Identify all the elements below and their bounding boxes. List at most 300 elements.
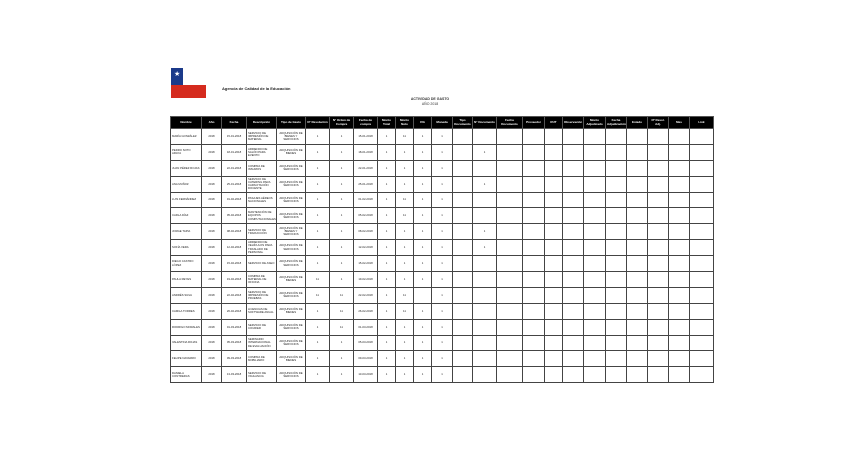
table-cell xyxy=(584,287,606,303)
table-cell: 1 xyxy=(306,224,330,240)
table-cell: 1 xyxy=(473,224,497,240)
table-cell xyxy=(584,144,606,160)
table-cell: COMPRA DE MOBILIARIO xyxy=(247,351,277,367)
table-cell: 1 xyxy=(432,351,453,367)
table-row xyxy=(171,144,714,160)
table-cell: 1 xyxy=(396,319,414,335)
table-cell xyxy=(563,351,584,367)
table-cell: 1 xyxy=(378,272,396,288)
table-cell xyxy=(669,256,690,272)
table-cell xyxy=(545,256,563,272)
table-cell: 01-03-2018 xyxy=(222,319,247,335)
table-cell xyxy=(648,176,669,192)
table-cell xyxy=(690,240,714,256)
table-cell xyxy=(669,144,690,160)
table-cell: MANTENCIÓN DE EQUIPOS COMPUTACIONALES xyxy=(247,208,277,224)
table-cell xyxy=(669,351,690,367)
table-cell xyxy=(563,303,584,319)
table-cell xyxy=(497,176,523,192)
table-cell: 11 xyxy=(330,319,354,335)
table-cell xyxy=(453,160,473,176)
table-cell: 2018 xyxy=(202,272,222,288)
table-cell xyxy=(453,240,473,256)
table-cell xyxy=(669,129,690,145)
table-cell xyxy=(523,272,545,288)
table-cell xyxy=(473,287,497,303)
table-cell xyxy=(523,367,545,383)
table-cell xyxy=(563,256,584,272)
column-header: Monto Neto xyxy=(396,117,414,129)
table-cell: ADQUISICIÓN DE SERVICIOS xyxy=(277,208,306,224)
table-cell xyxy=(414,287,432,303)
table-cell: 01-02-2018 xyxy=(354,192,378,208)
table-cell xyxy=(453,192,473,208)
table-cell: 1 xyxy=(306,240,330,256)
table-cell: ARRIENDO DE VEHÍCULOS PARA TRASLADO DE PERSONAL xyxy=(247,240,277,256)
table-row xyxy=(171,272,714,288)
table-cell: ANDRÉS SILVA xyxy=(171,287,202,303)
table-cell: 1 xyxy=(473,144,497,160)
table-cell xyxy=(606,192,627,208)
table-cell xyxy=(648,224,669,240)
table-cell: 1 xyxy=(414,129,432,145)
table-cell: 1 xyxy=(432,335,453,351)
table-cell: ADQUISICIÓN DE SERVICIOS xyxy=(277,335,306,351)
table-cell xyxy=(473,256,497,272)
document-title: ACTIVIDAD DE GASTO xyxy=(410,97,450,101)
table-cell: SERVICIO DE TRADUCCIÓN xyxy=(247,224,277,240)
table-cell: 2018 xyxy=(202,335,222,351)
table-cell xyxy=(563,335,584,351)
government-logo xyxy=(171,68,206,98)
table-cell: 1 xyxy=(378,240,396,256)
table-cell xyxy=(497,160,523,176)
table-cell: JUAN PÉREZ ROJAS xyxy=(171,160,202,176)
table-cell xyxy=(545,129,563,145)
column-header: Fecha Adjudicación xyxy=(606,117,627,129)
table-cell: 12-02-2018 xyxy=(222,240,247,256)
table-cell: 1 xyxy=(432,144,453,160)
expense-table xyxy=(170,116,714,383)
table-cell: 13-03-2018 xyxy=(222,367,247,383)
table-cell xyxy=(648,208,669,224)
table-cell xyxy=(523,176,545,192)
table-cell: 2018 xyxy=(202,240,222,256)
table-cell: 1 xyxy=(396,351,414,367)
table-cell xyxy=(497,208,523,224)
table-cell: 1 xyxy=(396,256,414,272)
column-header: Fecha Documento xyxy=(497,117,523,129)
table-cell xyxy=(648,129,669,145)
table-cell: 1 xyxy=(432,256,453,272)
table-cell: 1 xyxy=(306,256,330,272)
table-cell: 1 xyxy=(330,144,354,160)
table-cell xyxy=(563,129,584,145)
table-cell xyxy=(606,160,627,176)
table-cell xyxy=(690,129,714,145)
column-header: Fecha de compra xyxy=(354,117,378,129)
table-row xyxy=(171,160,714,176)
table-cell: 1 xyxy=(378,287,396,303)
table-cell: SERVICIO DE CATERING PARA CAPACITACIÓN DOCENTE xyxy=(247,176,277,192)
table-cell: 1 xyxy=(330,129,354,145)
table-cell: 15-01-2018 xyxy=(222,129,247,145)
column-header: Monto Total xyxy=(378,117,396,129)
table-cell: 2018 xyxy=(202,303,222,319)
table-cell: FELIPE NAVARRO xyxy=(171,351,202,367)
table-cell: 1 xyxy=(432,129,453,145)
table-cell xyxy=(627,303,648,319)
table-cell xyxy=(584,192,606,208)
table-cell xyxy=(545,192,563,208)
table-cell: 1 xyxy=(432,287,453,303)
table-cell xyxy=(606,129,627,145)
table-cell: ADQUISICIÓN DE BIENES xyxy=(277,272,306,288)
table-cell: 08-02-2018 xyxy=(222,224,247,240)
table-cell xyxy=(627,144,648,160)
table-cell xyxy=(497,240,523,256)
table-cell xyxy=(627,192,648,208)
table-cell xyxy=(606,303,627,319)
table-cell xyxy=(627,319,648,335)
column-header: IVA xyxy=(414,117,432,129)
table-cell xyxy=(584,208,606,224)
table-cell xyxy=(497,319,523,335)
table-cell: 1 xyxy=(414,192,432,208)
table-cell: 18-01-2018 xyxy=(222,144,247,160)
table-cell: 15-02-2018 xyxy=(354,256,378,272)
table-cell: 11 xyxy=(306,287,330,303)
logo-white-field xyxy=(183,68,206,85)
table-cell xyxy=(453,224,473,240)
table-cell xyxy=(545,351,563,367)
table-cell: SERVICIO DE IMPRESIÓN DE PRUEBAS xyxy=(247,287,277,303)
table-cell: ADQUISICIÓN DE SERVICIOS xyxy=(277,319,306,335)
table-cell xyxy=(690,176,714,192)
table-cell xyxy=(627,272,648,288)
table-cell: 1 xyxy=(432,160,453,176)
table-cell: ARRIENDO DE SALÓN PARA EVENTO xyxy=(247,144,277,160)
table-row xyxy=(171,287,714,303)
table-cell: SERVICIO DE IMPRESIÓN DE MATERIAL xyxy=(247,129,277,145)
table-cell: SOFÍA VERA xyxy=(171,240,202,256)
table-cell xyxy=(563,144,584,160)
table-cell xyxy=(606,144,627,160)
table-cell xyxy=(473,335,497,351)
table-cell xyxy=(606,367,627,383)
table-cell xyxy=(669,208,690,224)
table-cell: 1 xyxy=(330,176,354,192)
table-cell xyxy=(453,256,473,272)
table-cell: 05-03-2018 xyxy=(222,335,247,351)
table-cell xyxy=(453,129,473,145)
table-cell: 1 xyxy=(473,240,497,256)
table-cell: RODRIGO MORALES xyxy=(171,319,202,335)
table-cell xyxy=(473,351,497,367)
table-cell xyxy=(690,224,714,240)
table-cell xyxy=(606,208,627,224)
table-cell: VALENTINA ROJAS xyxy=(171,335,202,351)
table-cell xyxy=(563,208,584,224)
table-cell: 1 xyxy=(396,224,414,240)
table-row xyxy=(171,335,714,351)
table-cell xyxy=(473,192,497,208)
table-cell xyxy=(690,272,714,288)
table-cell: 2018 xyxy=(202,176,222,192)
table-cell: 1 xyxy=(306,208,330,224)
table-cell: 1 xyxy=(414,160,432,176)
logo-blue-field xyxy=(171,68,183,85)
table-cell xyxy=(523,192,545,208)
table-cell xyxy=(497,335,523,351)
table-cell: 1 xyxy=(432,240,453,256)
table-cell: 11 xyxy=(396,192,414,208)
table-cell: 1 xyxy=(330,351,354,367)
table-cell xyxy=(584,224,606,240)
table-cell xyxy=(545,208,563,224)
column-header: N° Orden de Compra xyxy=(330,117,354,129)
table-cell xyxy=(690,319,714,335)
table-cell: 1 xyxy=(414,335,432,351)
table-cell: 25-01-2018 xyxy=(222,176,247,192)
table-cell: 1 xyxy=(396,367,414,383)
column-header: Observación xyxy=(563,117,584,129)
table-cell xyxy=(473,160,497,176)
table-cell xyxy=(453,367,473,383)
table-cell xyxy=(453,208,473,224)
table-cell: 1 xyxy=(306,160,330,176)
table-cell: 2018 xyxy=(202,367,222,383)
table-cell: ADQUISICIÓN DE SERVICIOS xyxy=(277,192,306,208)
table-cell: 1 xyxy=(378,176,396,192)
table-cell xyxy=(606,319,627,335)
table-cell xyxy=(523,319,545,335)
table-cell: PAULA REYES xyxy=(171,272,202,288)
table-cell: 1 xyxy=(432,272,453,288)
table-cell xyxy=(648,240,669,256)
table-cell xyxy=(563,319,584,335)
table-cell: 1 xyxy=(414,367,432,383)
table-cell: 1 xyxy=(414,144,432,160)
table-cell: COMPRA DE INSUMOS xyxy=(247,160,277,176)
table-cell: ADQUISICIÓN DE BIENES Y SERVICIOS xyxy=(277,224,306,240)
column-header: Fecha xyxy=(222,117,247,129)
table-cell: 09-03-2018 xyxy=(222,351,247,367)
table-cell xyxy=(606,351,627,367)
table-cell xyxy=(584,176,606,192)
table-cell xyxy=(453,272,473,288)
table-cell xyxy=(627,208,648,224)
table-cell: 11 xyxy=(396,287,414,303)
table-cell: 1 xyxy=(432,192,453,208)
table-cell: SERVICIO DE VIGILANCIA xyxy=(247,367,277,383)
table-cell: 19-02-2018 xyxy=(354,272,378,288)
table-cell xyxy=(497,287,523,303)
table-cell: 12-02-2018 xyxy=(354,240,378,256)
table-cell xyxy=(669,272,690,288)
table-cell: 1 xyxy=(414,319,432,335)
table-cell: 01-02-2018 xyxy=(222,192,247,208)
table-cell xyxy=(648,192,669,208)
table-cell xyxy=(627,287,648,303)
table-row xyxy=(171,176,714,192)
table-cell xyxy=(453,176,473,192)
table-cell: 1 xyxy=(414,240,432,256)
table-cell xyxy=(545,367,563,383)
table-cell xyxy=(563,160,584,176)
table-cell xyxy=(669,224,690,240)
table-cell xyxy=(690,144,714,160)
table-cell: 11 xyxy=(306,272,330,288)
table-cell: 1 xyxy=(306,129,330,145)
table-row xyxy=(171,351,714,367)
table-cell: 1 xyxy=(432,208,453,224)
table-cell xyxy=(627,256,648,272)
table-cell xyxy=(627,129,648,145)
table-cell: CARLA DÍAZ xyxy=(171,208,202,224)
table-cell: 1 xyxy=(306,303,330,319)
table-cell xyxy=(473,367,497,383)
table-cell: 2018 xyxy=(202,144,222,160)
table-cell xyxy=(584,160,606,176)
table-cell: 1 xyxy=(396,272,414,288)
table-cell xyxy=(523,240,545,256)
table-cell: LUIS FERNÁNDEZ xyxy=(171,192,202,208)
table-cell: SEMINARIO INTERNACIONAL DE EVALUACIÓN xyxy=(247,335,277,351)
table-cell xyxy=(563,240,584,256)
table-cell xyxy=(523,224,545,240)
table-cell: JORGE TAPIA xyxy=(171,224,202,240)
table-cell: 1 xyxy=(330,160,354,176)
table-cell xyxy=(497,367,523,383)
table-cell xyxy=(523,335,545,351)
table-cell: 1 xyxy=(414,208,432,224)
table-cell: 13-03-2018 xyxy=(354,367,378,383)
table-cell: PASAJES AÉREOS NACIONALES xyxy=(247,192,277,208)
table-cell: 1 xyxy=(432,224,453,240)
table-row xyxy=(171,256,714,272)
table-cell xyxy=(563,224,584,240)
table-cell: 1 xyxy=(330,256,354,272)
table-cell: 18-01-2018 xyxy=(354,144,378,160)
table-cell xyxy=(648,367,669,383)
column-header: Descripción xyxy=(247,117,277,129)
table-cell: 1 xyxy=(414,351,432,367)
table-cell xyxy=(584,272,606,288)
table-cell xyxy=(497,192,523,208)
column-header: Proveedor xyxy=(523,117,545,129)
column-header: Tipo Documento xyxy=(453,117,473,129)
table-cell: 1 xyxy=(306,351,330,367)
table-cell xyxy=(627,240,648,256)
table-cell: 11 xyxy=(396,208,414,224)
column-header: Monto Adjudicado xyxy=(584,117,606,129)
table-row xyxy=(171,224,714,240)
table-cell xyxy=(669,160,690,176)
table-cell xyxy=(690,367,714,383)
table-cell: 1 xyxy=(378,144,396,160)
table-cell xyxy=(584,240,606,256)
table-cell: 1 xyxy=(396,240,414,256)
column-header: Link xyxy=(690,117,714,129)
table-cell xyxy=(690,351,714,367)
table-cell: 1 xyxy=(330,272,354,288)
table-cell xyxy=(473,272,497,288)
table-cell xyxy=(473,129,497,145)
table-cell xyxy=(627,335,648,351)
table-cell: 19-02-2018 xyxy=(222,272,247,288)
table-cell: 1 xyxy=(378,303,396,319)
table-cell xyxy=(453,144,473,160)
column-header: Nombre xyxy=(171,117,202,129)
table-cell xyxy=(453,351,473,367)
table-cell: 1 xyxy=(378,351,396,367)
table-cell xyxy=(669,335,690,351)
table-cell xyxy=(545,319,563,335)
table-cell xyxy=(627,176,648,192)
table-cell: 05-02-2018 xyxy=(354,208,378,224)
table-cell: 1 xyxy=(473,176,497,192)
table-row xyxy=(171,208,714,224)
table-cell xyxy=(627,367,648,383)
table-cell xyxy=(523,208,545,224)
table-cell: 1 xyxy=(378,192,396,208)
table-cell xyxy=(563,367,584,383)
table-cell: 1 xyxy=(414,272,432,288)
column-header: RUT xyxy=(545,117,563,129)
table-cell: 1 xyxy=(378,335,396,351)
table-cell: 09-03-2018 xyxy=(354,351,378,367)
table-cell xyxy=(648,335,669,351)
table-cell xyxy=(523,256,545,272)
table-cell xyxy=(648,319,669,335)
table-cell: 1 xyxy=(378,367,396,383)
table-cell: 1 xyxy=(330,224,354,240)
table-cell: ADQUISICIÓN DE SERVICIOS xyxy=(277,367,306,383)
table-cell xyxy=(690,208,714,224)
table-cell xyxy=(545,224,563,240)
table-cell xyxy=(690,303,714,319)
table-cell xyxy=(690,335,714,351)
table-cell xyxy=(563,176,584,192)
table-cell xyxy=(627,224,648,240)
table-cell: 1 xyxy=(330,335,354,351)
table-cell xyxy=(669,303,690,319)
table-cell xyxy=(690,287,714,303)
table-cell xyxy=(563,272,584,288)
table-cell xyxy=(606,287,627,303)
table-cell xyxy=(473,303,497,319)
table-cell: 2018 xyxy=(202,192,222,208)
table-cell xyxy=(648,272,669,288)
table-header-row xyxy=(171,117,714,129)
table-cell xyxy=(669,240,690,256)
table-cell: 11 xyxy=(330,287,354,303)
table-cell xyxy=(497,129,523,145)
table-cell: ADQUISICIÓN DE SERVICIOS xyxy=(277,160,306,176)
table-row xyxy=(171,240,714,256)
table-cell xyxy=(497,224,523,240)
table-cell: 2018 xyxy=(202,208,222,224)
table-cell: ADQUISICIÓN DE BIENES xyxy=(277,144,306,160)
column-header: Nº Resol. Adj. xyxy=(648,117,669,129)
table-cell: 11 xyxy=(396,129,414,145)
table-cell: 1 xyxy=(432,176,453,192)
table-cell xyxy=(584,129,606,145)
column-header: Mes xyxy=(669,117,690,129)
table-cell: LICENCIAS DE SOFTWARE ANUAL xyxy=(247,303,277,319)
table-cell xyxy=(606,176,627,192)
